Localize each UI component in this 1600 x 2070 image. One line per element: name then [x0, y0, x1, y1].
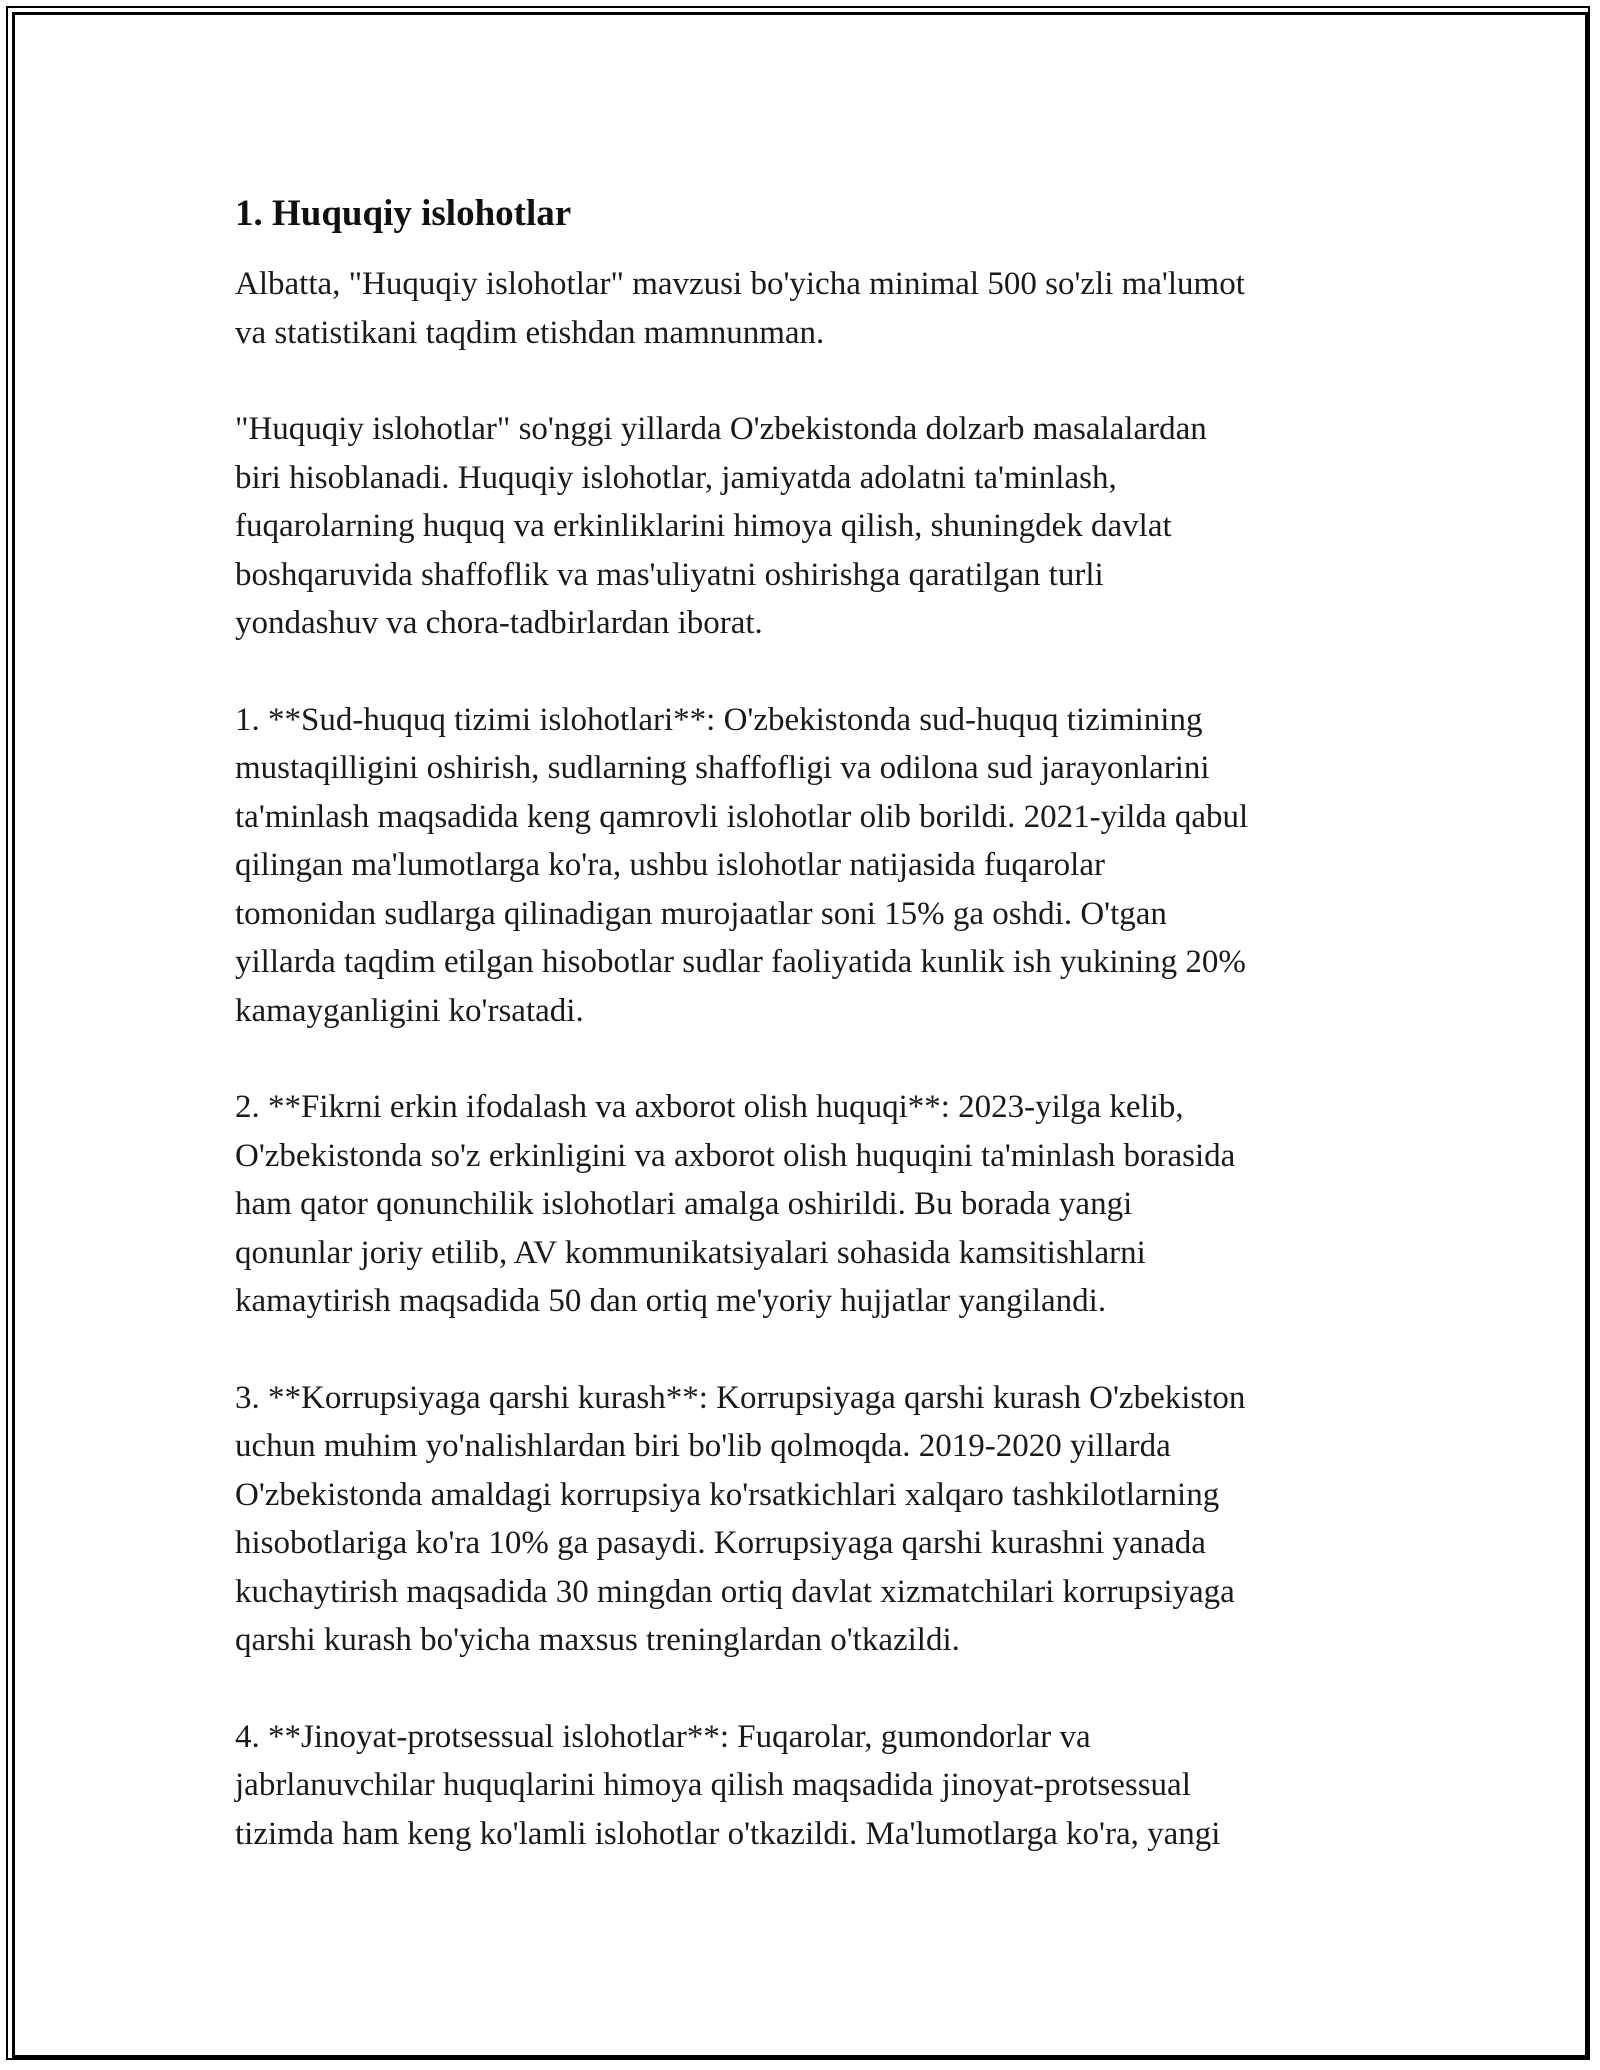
- paragraph-overview: "Huquqiy islohotlar" so'nggi yillarda O'zbekistonda dolzarb masalalardan biri hisoblanadi. Huquqiy islohotlar, jamiyatda adolatni ta'minlash, fuqarolarning huquq va erkinliklarini himoya qilish, shuningdek davlat boshqaruvida shaffoflik va mas'uliyatni oshirishga qaratilgan turli yondashuv va chora-tadbirlardan iborat.: [235, 411, 1207, 641]
- paragraph-intro: Albatta, "Huquqiy islohotlar" mavzusi bo'yicha minimal 500 so'zli ma'lumot va statistikani taqdim etishdan mamnunman.: [235, 266, 1245, 351]
- document-body: [235, 190, 1365, 1906]
- paragraph-item-4: 4. **Jinoyat-protsessual islohotlar**: Fuqarolar, gumondorlar va jabrlanuvchilar huquqlarini himoya qilish maqsadida jinoyat-protsessual tizimda ham keng ko'lamli islohotlar o'tkazildi. Ma'lumotlarga ko'ra, yangi: [235, 1718, 1221, 1852]
- paragraph-item-3: 3. **Korrupsiyaga qarshi kurash**: Korrupsiyaga qarshi kurash O'zbekiston uchun muhim yo'nalishlardan biri bo'lib qolmoqda. 2019-2020 yillarda O'zbekistonda amaldagi korrupsiya ko'rsatkichlari xalqaro tashkilotlarning hisobotlariga ko'ra 10% ga pasaydi. Korrupsiyaga qarshi kurashni yanada kuchaytirish maqsadida 30 mingdan ortiq davlat xizmatchilari korrupsiyaga qarshi kurash bo'yicha maxsus treninglardan o'tkazildi.: [235, 1379, 1246, 1658]
- paragraph-item-2: 2. **Fikrni erkin ifodalash va axborot olish huquqi**: 2023-yilga kelib, O'zbekistonda so'z erkinligini va axborot olish huquqini ta'minlash borasida ham qator qonunchilik islohotlari amalga oshirildi. Bu borada yangi qonunlar joriy etilib, AV kommunikatsiyalari sohasida kamsitishlarni kamaytirish maqsadida 50 dan ortiq me'yoriy hujjatlar yangilandi.: [235, 1089, 1236, 1319]
- paragraph-item-1: 1. **Sud-huquq tizimi islohotlari**: O'zbekistonda sud-huquq tizimining mustaqilligini oshirish, sudlarning shaffofligi va odilona sud jarayonlarini ta'minlash maqsadida keng qamrovli islohotlar olib borildi. 2021-yilda qabul qilingan ma'lumotlarga ko'ra, ushbu islohotlar natijasida fuqarolar tomonidan sudlarga qilinadigan murojaatlar soni 15% ga oshdi. O'tgan yillarda taqdim etilgan hisobotlar sudlar faoliyatida kunlik ish yukining 20% kamayganligini ko'rsatadi.: [235, 701, 1249, 1029]
- section-heading: 1. Huquqiy islohotlar: [235, 193, 572, 234]
